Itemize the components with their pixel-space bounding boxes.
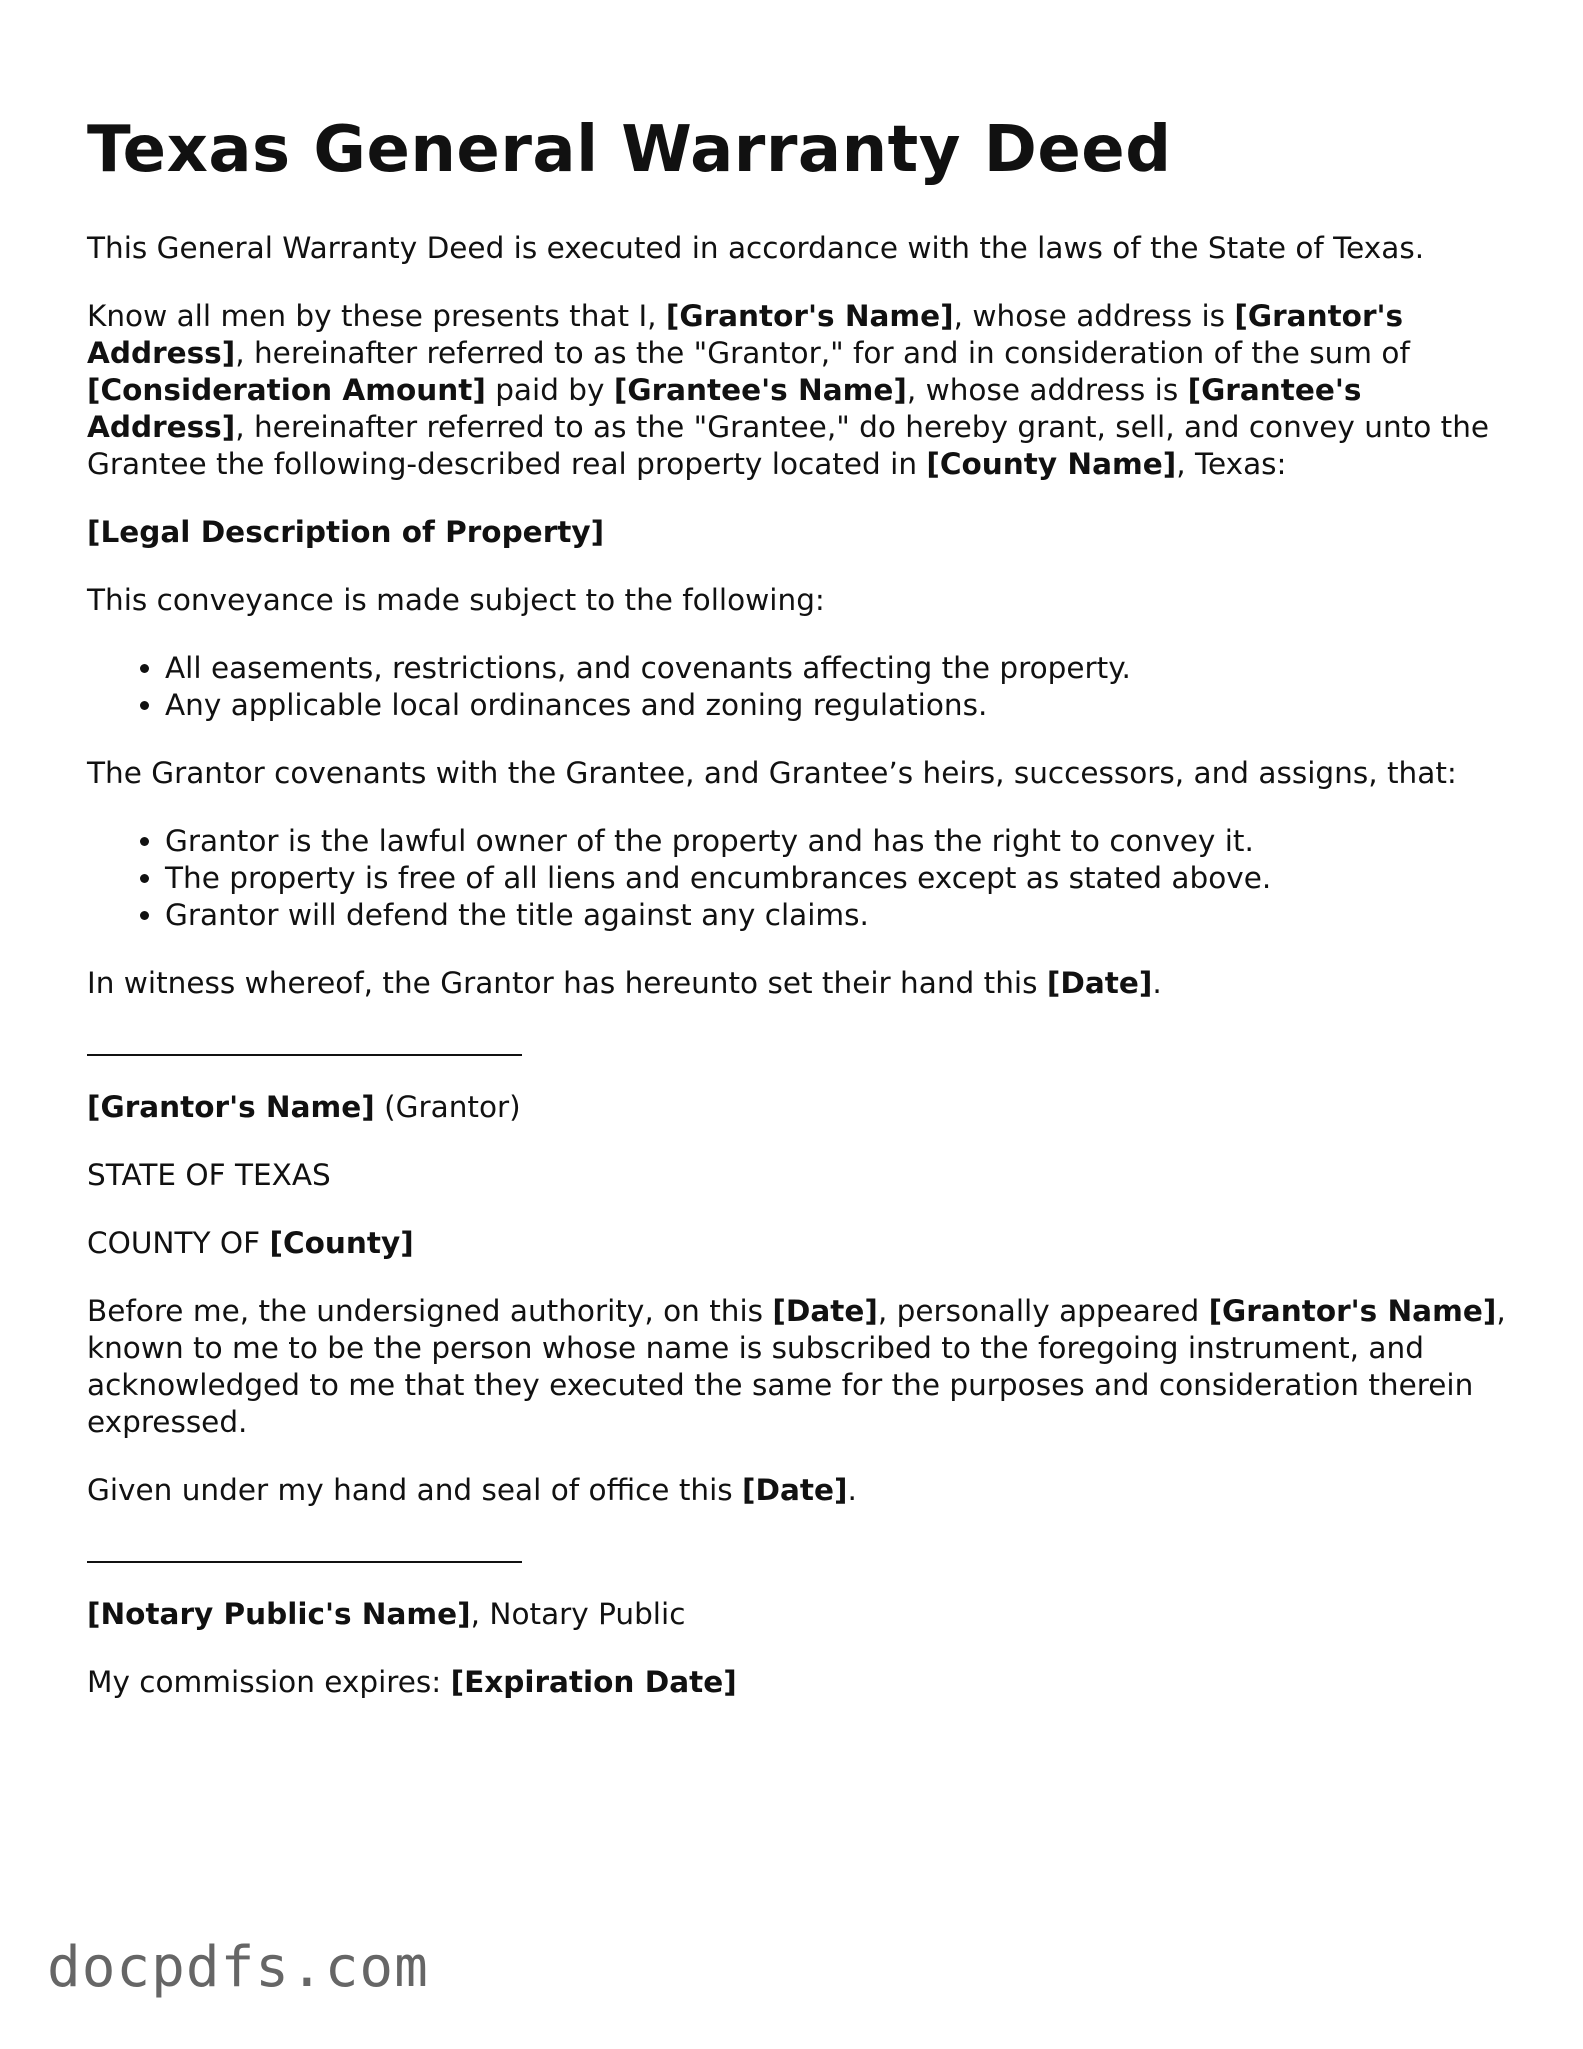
list-item: • Any applicable local ordinances and zoning regulations. xyxy=(165,687,1507,724)
expiration-date-placeholder: [Expiration Date] xyxy=(450,1665,737,1699)
date-placeholder: [Date] xyxy=(1046,966,1153,1000)
notary-signature-label: [Notary Public's Name], Notary Public xyxy=(87,1597,686,1631)
state-label: STATE OF TEXAS xyxy=(87,1158,331,1192)
list-item: • Grantor will defend the title against any claims. xyxy=(165,897,1507,934)
document-page xyxy=(87,112,1507,1732)
grantor-signature-label: [Grantor's Name] (Grantor) xyxy=(87,1090,521,1124)
acknowledgment-paragraph: Before me, the undersigned authority, on this [Date], personally appeared [Grantor's Name], known to me to be the person whose name is subscribed to the foregoing instrument, and acknowledged to me that they executed the same for the purposes and consideration therein expressed. xyxy=(87,1294,1506,1439)
watermark: docpdfs.com xyxy=(47,1935,429,2000)
grantor-name-placeholder: [Grantor's Name] xyxy=(665,299,954,333)
given-paragraph: Given under my hand and seal of office this [Date]. xyxy=(87,1473,857,1507)
covenant-list xyxy=(87,823,1507,934)
grantor-signature-line xyxy=(87,1054,522,1056)
county-name-placeholder: [County Name] xyxy=(926,447,1177,481)
subject-list xyxy=(87,650,1507,724)
consideration-placeholder: [Consideration Amount] xyxy=(87,373,486,407)
grantor-address-placeholder: [Grantor's Address] xyxy=(87,299,1404,370)
grantee-name-placeholder: [Grantee's Name] xyxy=(613,373,907,407)
grantee-address-placeholder: [Grantee's Address] xyxy=(87,373,1362,444)
subject-intro: This conveyance is made subject to the following: xyxy=(87,583,825,617)
notary-signature-line xyxy=(87,1561,522,1563)
covenant-intro: The Grantor covenants with the Grantee, and Grantee’s heirs, successors, and assigns, that: xyxy=(87,756,1457,790)
list-item: • All easements, restrictions, and covenants affecting the property. xyxy=(165,650,1507,687)
legal-description: [Legal Description of Property] xyxy=(87,515,605,549)
commission-expiry: My commission expires: [Expiration Date] xyxy=(87,1665,737,1699)
list-item: • Grantor is the lawful owner of the property and has the right to convey it. xyxy=(165,823,1507,860)
date-placeholder: [Date] xyxy=(772,1294,878,1328)
date-placeholder: [Date] xyxy=(742,1473,848,1507)
county-placeholder: [County] xyxy=(269,1226,414,1260)
grant-paragraph: Know all men by these presents that I, [Grantor's Name], whose address is [Grantor's Address], hereinafter referred to as the "Grantor," for and in consideration of the sum of [Consideration Amount] paid by [Grantee's Name], whose address is [Grantee's Address], hereinafter referred to as the "Grantee," do hereby grant, sell, and convey unto the Grantee the following-described real property located in [County Name], Texas: xyxy=(87,299,1490,481)
county-label: COUNTY OF [County] xyxy=(87,1226,414,1260)
intro-paragraph: This General Warranty Deed is executed in accordance with the laws of the State of Texas. xyxy=(87,231,1425,265)
grantor-name-placeholder: [Grantor's Name] xyxy=(1208,1294,1497,1328)
witness-paragraph: In witness whereof, the Grantor has hereunto set their hand this [Date]. xyxy=(87,966,1162,1000)
document-title: Texas General Warranty Deed xyxy=(87,113,1172,187)
list-item: • The property is free of all liens and encumbrances except as stated above. xyxy=(165,860,1507,897)
